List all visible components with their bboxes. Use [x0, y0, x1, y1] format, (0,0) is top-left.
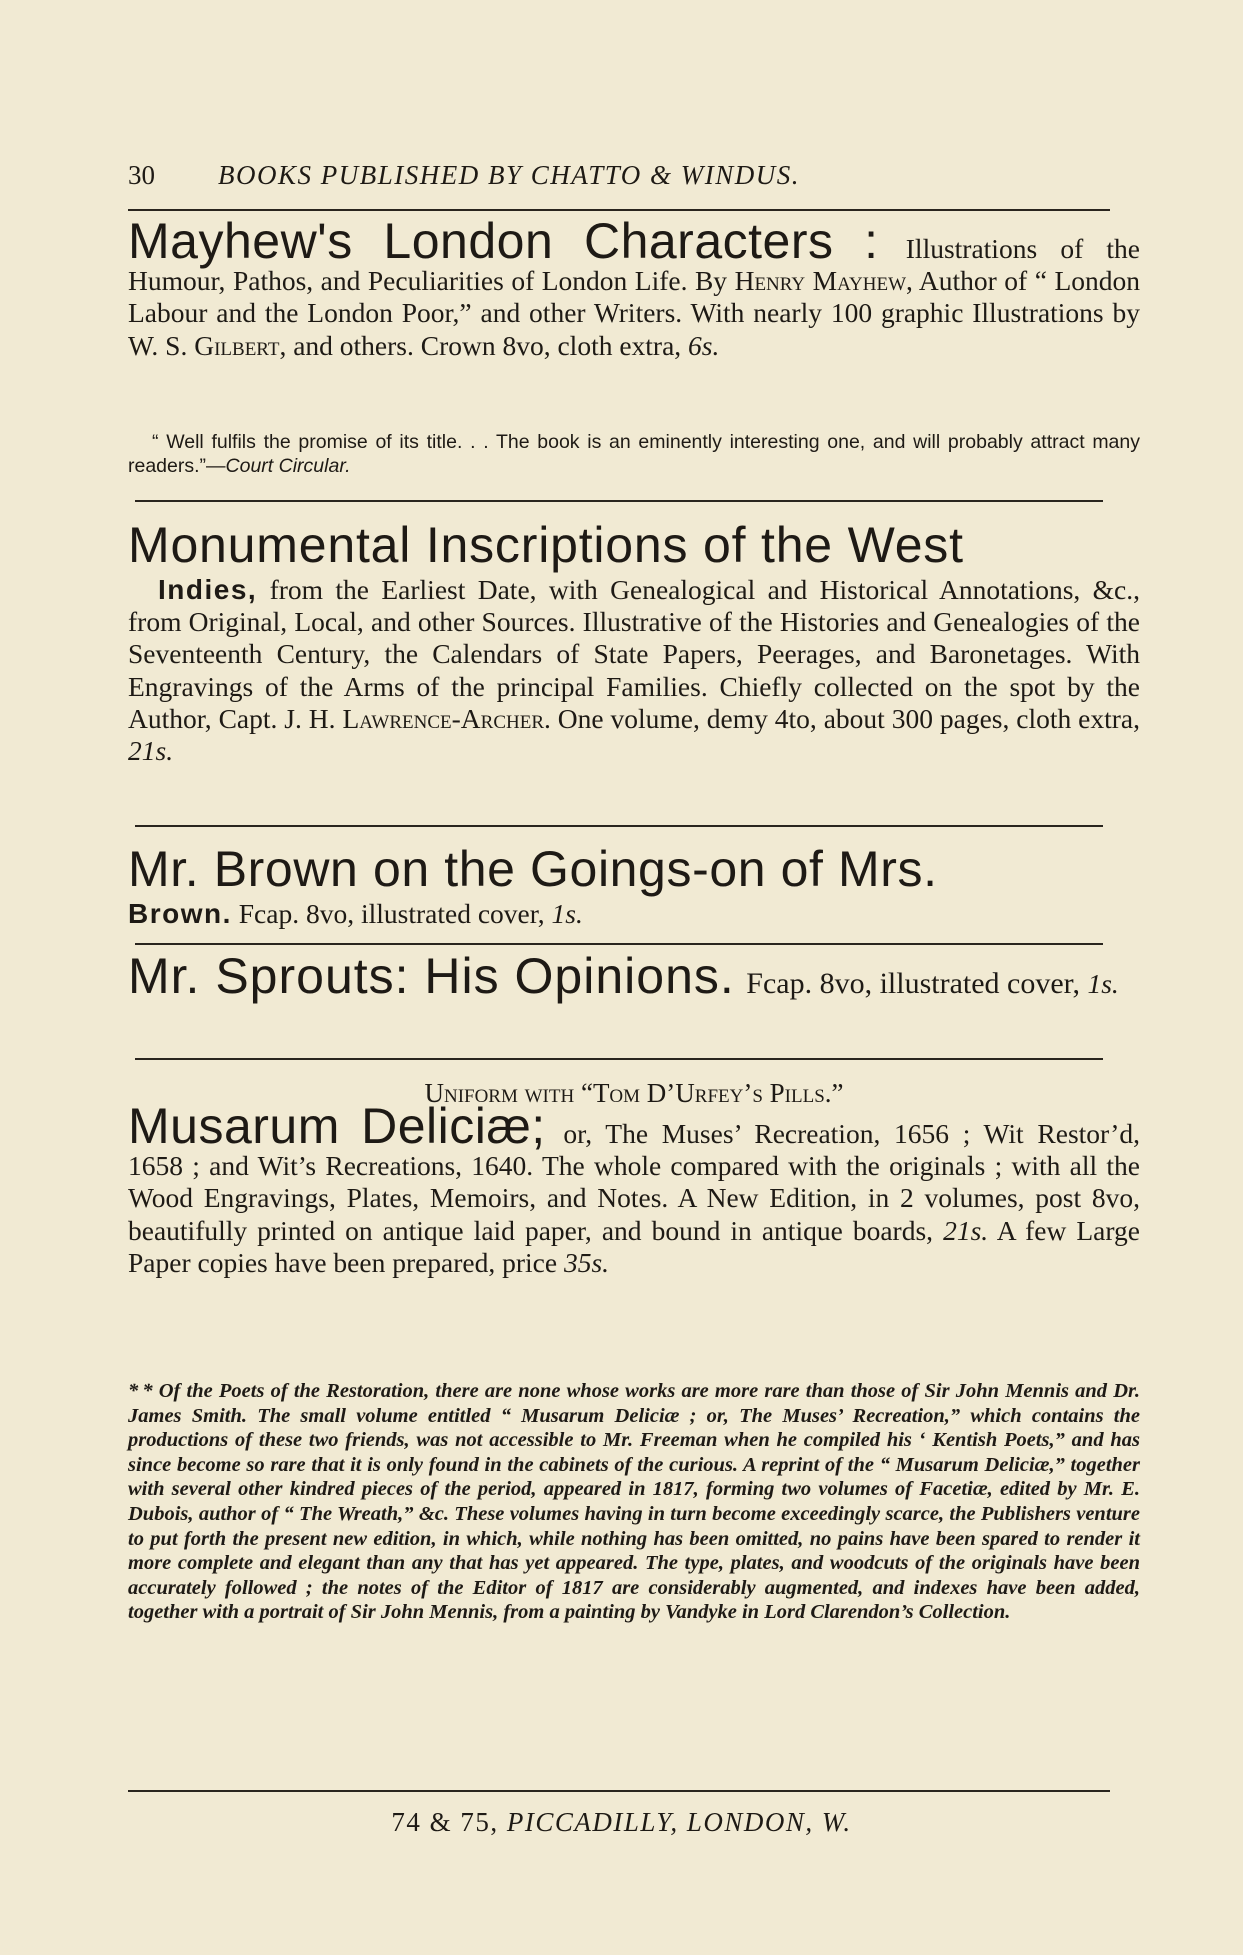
editorial-note: [128, 1379, 1140, 1625]
entry-mr-sprouts: [128, 948, 1140, 1004]
entry-rule: [135, 943, 1103, 945]
entry-body: Illustrations of the Humour, Pathos, and Peculiarities of London Life. By: [128, 233, 1141, 297]
entry-price: 21s.: [128, 735, 174, 767]
entry-body: , Author of “ London Labour and the London Poor,” and other Writers. With nearly 100 graphic Illustrations by W. S.: [128, 265, 1140, 361]
author-name: Gilbert: [194, 329, 280, 361]
footer-rule: [128, 1790, 1110, 1792]
entry-title: Musarum Deliciæ;: [128, 1098, 546, 1154]
entry-body: A few Large Paper copies have been prepared, price: [128, 1214, 1140, 1278]
quote-text: “ Well fulfils the promise of its title. . . The book is an eminently interesting one, and will probably attract many readers.”—: [128, 431, 1140, 477]
entry-monumental-inscriptions: [128, 516, 1140, 767]
entry-body: . One volume, demy 4to, about 300 pages, cloth extra,: [544, 702, 1140, 734]
running-header: [128, 160, 1108, 202]
header-rule: [128, 209, 1110, 211]
entry-price: 35s.: [563, 1246, 610, 1278]
uniform-text: Uniform with “Tom D’Urfey’s Pills.”: [424, 1078, 844, 1108]
running-title: BOOKS PUBLISHED BY CHATTO & WINDUS.: [218, 160, 801, 190]
address-street: PICCADILLY, LONDON, W.: [506, 1807, 852, 1837]
page-number: 30: [128, 160, 155, 190]
entry-title: Mayhew's London Characters :: [128, 213, 879, 269]
entry-title: Monumental Inscriptions of the West: [128, 517, 964, 573]
quote-source: Court Circular.: [225, 455, 351, 477]
entry-title: Mr. Brown on the Goings-on of Mrs.: [128, 841, 938, 897]
author-name: Lawrence-Archer: [342, 702, 545, 734]
entry-body: from the Earliest Date, with Genealogical and Historical Annotations, &c., from Original, Local, and other Sources. Illustrative of the Histories and Genealogies of the Seventeenth Century, the Calendars of State Papers, Peerages, and Baronetages. With Engravings of the Arms of the principal Families. Chiefly collected on the spot by the Author, Capt. J. H.: [128, 574, 1140, 734]
publisher-address: [0, 1807, 1243, 1838]
entry-body: , and others. Crown 8vo, cloth extra,: [279, 329, 689, 361]
entry-body: Fcap. 8vo, illustrated cover,: [231, 898, 552, 929]
entry-body: or, The Muses’ Recreation, 1656 ; Wit Restor’d, 1658 ; and Wit’s Recreations, 1640. The whole compared with the originals ; with all the Wood Engravings, Plates, Memoirs, and Notes. A New Edition, in 2 volumes, post 8vo, beautifully printed on antique laid paper, and bound in antique boards,: [128, 1118, 1140, 1246]
entry-mr-brown: [128, 840, 1140, 930]
entry-price: 21s.: [943, 1214, 989, 1246]
entry-rule: [135, 500, 1103, 502]
author-name: Henry Mayhew: [734, 265, 907, 297]
entry-price: 1s.: [551, 898, 583, 929]
review-quote: [128, 430, 1140, 478]
entry-body: Fcap. 8vo, illustrated cover,: [738, 967, 1088, 1000]
entry-title-continued: Brown.: [128, 898, 232, 929]
entry-mayhew: [128, 213, 1141, 362]
note-text: * * Of the Poets of the Restoration, there are none whose works are more rare than those of Sir John Mennis and Dr. James Smith. The small volume entitled “ Musarum Deliciæ ; or, The Muses’ Recreation,” which contains the productions of these two friends, was not accessible to Mr. Freeman when he compiled his ‘ Kentish Poets,” and has since become so rare that it is only found in the cabinets of the curious. A reprint of the “ Musarum Deliciæ,” together with several other kindred pieces of the period, appeared in 1817, forming two volumes of Facetiæ, edited by Mr. E. Dubois, author of “ The Wreath,” &c. These volumes having in turn become exceedingly scarce, the Publishers venture to put forth the present new edition, in which, while nothing has been omitted, no pains have been spared to render it more complete and elegant than any that has yet appeared. The type, plates, and woodcuts of the originals have been accurately followed ; the notes of the Editor of 1817 are considerably augmented, and indexes have been added, together with a portrait of Sir John Mennis, from a painting by Vandyke in Lord Clarendon’s Collection.: [128, 1380, 1140, 1624]
address-number: 74 & 75,: [391, 1807, 507, 1837]
entry-rule: [135, 1058, 1103, 1060]
entry-price: 6s.: [688, 329, 720, 361]
entry-title-continued: Indies,: [158, 574, 258, 605]
entry-title: Mr. Sprouts: His Opinions.: [128, 948, 735, 1004]
entry-musarum-deliciae: [128, 1098, 1140, 1279]
entry-rule: [135, 825, 1103, 827]
entry-price: 1s.: [1087, 968, 1119, 999]
